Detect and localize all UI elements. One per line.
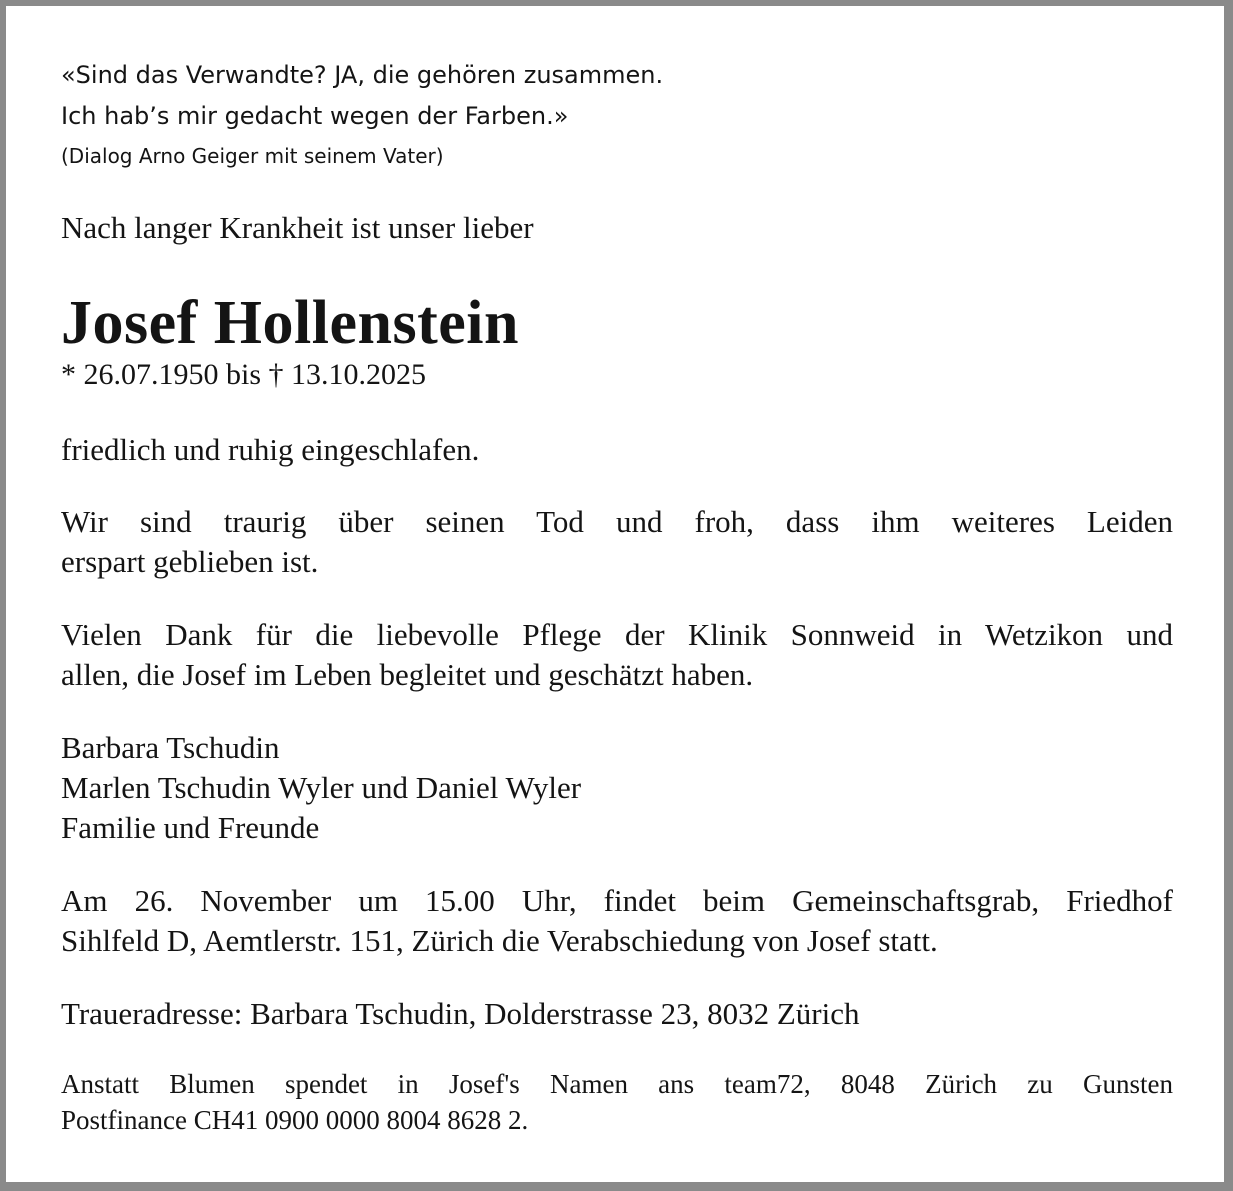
mourner-name: Marlen Tschudin Wyler und Daniel Wyler bbox=[61, 770, 582, 805]
mourner-name: Barbara Tschudin bbox=[61, 730, 280, 765]
intro-text: Nach langer Krankheit ist unser lieber bbox=[61, 210, 534, 245]
mourning-address: Traueradresse: Barbara Tschudin, Dolderstrasse 23, 8032 Zürich bbox=[61, 996, 860, 1031]
ceremony-info bbox=[61, 881, 1173, 961]
paragraph-thanks-line-1: Vielen Dank für die liebevolle Pflege der Klinik Sonnweid in Wetzikon und bbox=[61, 617, 1173, 652]
donation-line-1: Anstatt Blumen spendet in Josef's Namen ans team72, 8048 Zürich zu Gunsten bbox=[61, 1069, 1173, 1099]
ceremony-line-2: Sihlfeld D, Aemtlerstr. 151, Zürich die Verabschiedung von Josef statt. bbox=[61, 923, 938, 958]
quote-line-2: Ich hab’s mir gedacht wegen der Farben.» bbox=[61, 102, 569, 130]
donation-info bbox=[61, 1066, 1173, 1138]
mourner-name: Familie und Freunde bbox=[61, 810, 320, 845]
quote-line-1: «Sind das Verwandte? JA, die gehören zusammen. bbox=[61, 61, 664, 89]
paragraph-sorrow bbox=[61, 502, 1173, 582]
donation-line-2: Postfinance CH41 0900 0000 8004 8628 2. bbox=[61, 1105, 529, 1135]
mourners-list bbox=[61, 728, 581, 848]
deceased-name: Josef Hollenstein bbox=[61, 289, 519, 357]
paragraph-thanks bbox=[61, 615, 1173, 695]
life-dates: * 26.07.1950 bis † 13.10.2025 bbox=[61, 358, 427, 391]
ceremony-line-1: Am 26. November um 15.00 Uhr, findet beim Gemeinschaftsgrab, Friedhof bbox=[61, 883, 1173, 918]
sleep-text: friedlich und ruhig eingeschlafen. bbox=[61, 432, 480, 467]
paragraph-sorrow-line-1: Wir sind traurig über seinen Tod und froh, dass ihm weiteres Leiden bbox=[61, 504, 1173, 539]
quote-source: (Dialog Arno Geiger mit seinem Vater) bbox=[61, 144, 444, 168]
paragraph-sorrow-line-2: erspart geblieben ist. bbox=[61, 544, 319, 579]
paragraph-thanks-line-2: allen, die Josef im Leben begleitet und geschätzt haben. bbox=[61, 657, 754, 692]
